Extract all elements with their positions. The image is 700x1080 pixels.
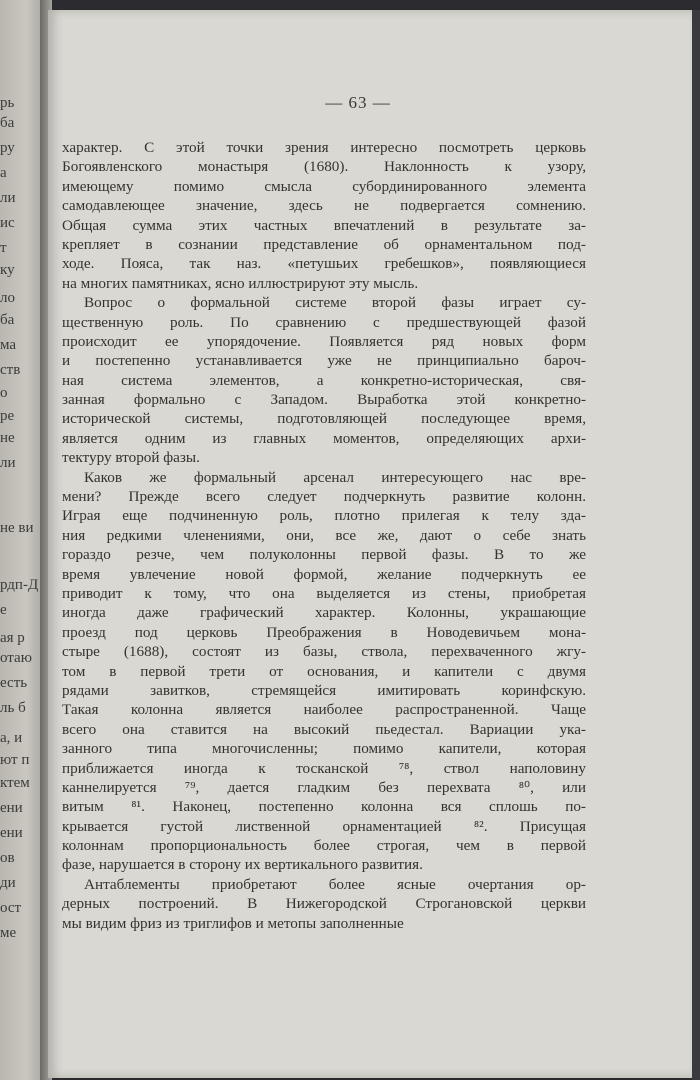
text-line: гораздо резче, чем полуколонны первой фазы. В то же	[62, 546, 586, 564]
left-page-fragment: т	[0, 240, 7, 256]
text-line: происходит ее упорядочение. Появляется ряд новых форм	[62, 332, 586, 350]
left-page-fragment: не ви	[0, 520, 34, 536]
left-page-fragment: о	[0, 385, 8, 401]
left-page-fragment: ба	[0, 115, 15, 131]
text-line: исторической системы, подготовляющей последующее время,	[62, 410, 586, 428]
text-line: Играя еще подчиненную роль, плотно прилегая к телу зда-	[62, 507, 586, 525]
left-page-fragment: не	[0, 430, 15, 446]
text-line: фазе, нарушается в сторону их вертикального развития.	[62, 856, 423, 874]
text-line: имеющему помимо смысла субординированного элемента	[62, 177, 586, 195]
text-line: иногда даже графический характер. Колонны, украшающие	[62, 604, 586, 622]
text-line: стыре (1688), состоят из базы, ствола, перехваченного жгу-	[62, 643, 586, 661]
right-background	[692, 10, 700, 1080]
text-line: ходе. Пояса, так наз. «петушьих гребешков», появляющиеся	[62, 255, 586, 273]
text-line: Каков же формальный арсенал интересующего нас вре-	[84, 468, 586, 486]
left-page-fragment: а	[0, 165, 7, 181]
text-line: мы видим фриз из триглифов и метопы заполненные	[62, 914, 404, 932]
text-line: Антаблементы приобретают более ясные очертания ор-	[84, 875, 586, 893]
text-line: проезд под церковь Преображения в Новодевичьем мона-	[62, 623, 586, 641]
text-line: Общая сумма этих частных впечатлений в результате за-	[62, 216, 586, 234]
left-page-fragment: ль б	[0, 700, 26, 716]
left-page-fragment: рь	[0, 95, 15, 111]
text-line: на многих памятниках, ясно иллюстрируют эту мысль.	[62, 274, 419, 292]
left-page-fragment: ку	[0, 262, 15, 278]
left-page-fragment: ру	[0, 140, 15, 156]
left-page-fragment: ли	[0, 455, 16, 471]
text-line: рядами завитков, стремящейся имитировать коринфскую.	[62, 681, 586, 699]
left-page-edge	[0, 0, 44, 1080]
left-page-fragment: ов	[0, 850, 15, 866]
text-line: самодавлеющее значение, здесь не подвергается сомнению.	[62, 197, 586, 215]
book-page	[48, 10, 692, 1078]
text-line: Такая колонна является наиболее распространенной. Чаще	[62, 701, 586, 719]
left-page-fragment: ств	[0, 362, 21, 378]
text-line: и постепенно устанавливается уже не принципиально бароч-	[62, 352, 586, 370]
left-page-fragment: ют п	[0, 752, 30, 768]
page-text	[62, 138, 586, 933]
text-line: колоннам пропорциональность более строгая, чем в первой	[62, 837, 586, 855]
left-page-fragment: ли	[0, 190, 16, 206]
left-page-fragment: есть	[0, 675, 28, 691]
left-page-fragment: ени	[0, 800, 23, 816]
text-line: дерных построений. В Нижегородской Строгановской церкви	[62, 895, 586, 913]
text-line: является одним из главных моментов, определяющих архи-	[62, 429, 586, 447]
text-line: крепляет в сознании представление об орнаментальном под-	[62, 235, 586, 253]
text-line: занная формально с Западом. Выработка этой конкретно-	[62, 391, 586, 409]
text-line: приближается иногда к тосканской ⁷⁸, ствол наполовину	[62, 759, 586, 777]
left-page-fragment: ост	[0, 900, 22, 916]
text-line: всего она ставится на высокий пьедестал. Вариации ука-	[62, 720, 586, 738]
text-line: каннелируется ⁷⁹, дается гладким без перехвата ⁸⁰, или	[62, 778, 586, 796]
text-line: Богоявленского монастыря (1680). Наклонность к узору,	[62, 158, 586, 176]
text-line: щественную роль. По сравнению с предшествующей фазой	[62, 313, 586, 331]
left-page-fragment: а, и	[0, 730, 23, 746]
page-number: — 63 —	[325, 93, 391, 112]
left-page-fragment: ло	[0, 290, 15, 306]
text-line: характер. С этой точки зрения интересно посмотреть церковь	[62, 139, 586, 156]
left-page-fragment: ая р	[0, 630, 25, 646]
left-page-fragment: е	[0, 602, 7, 618]
left-page-fragment: ма	[0, 337, 17, 353]
text-line: ния редкими членениями, они, все же, дают о себе знать	[62, 526, 586, 544]
left-page-fragment: отаю	[0, 650, 32, 666]
text-line: витым ⁸¹. Наконец, постепенно колонна вся сплошь по-	[62, 798, 586, 816]
text-line: ная система элементов, а конкретно-историческая, свя-	[62, 371, 586, 389]
text-line: время увлечение новой формой, желание подчеркнуть ее	[62, 565, 586, 583]
text-line: Вопрос о формальной системе второй фазы играет су-	[84, 294, 586, 312]
left-page-fragment: ени	[0, 825, 23, 841]
left-page-fragment: ме	[0, 925, 17, 941]
left-page-fragment: ди	[0, 875, 16, 891]
text-line: том в первой трети от основания, и капители с двумя	[62, 662, 586, 680]
left-page-fragment: ба	[0, 312, 15, 328]
text-line: тектуру второй фазы.	[62, 449, 200, 467]
left-page-fragment: рдп-Д	[0, 577, 39, 593]
text-line: крывается густой лиственной орнаментацией ⁸². Присущая	[62, 817, 586, 835]
left-page-fragment: ктем	[0, 775, 30, 791]
text-line: приводит к тому, что она выделяется из стены, приобретая	[62, 584, 586, 602]
text-line: занного типа многочисленны; помимо капители, которая	[62, 740, 586, 758]
left-page-fragment: ре	[0, 408, 15, 424]
left-page-fragment: ис	[0, 215, 15, 231]
text-line: мени? Прежде всего следует подчеркнуть развитие колонн.	[62, 488, 586, 506]
